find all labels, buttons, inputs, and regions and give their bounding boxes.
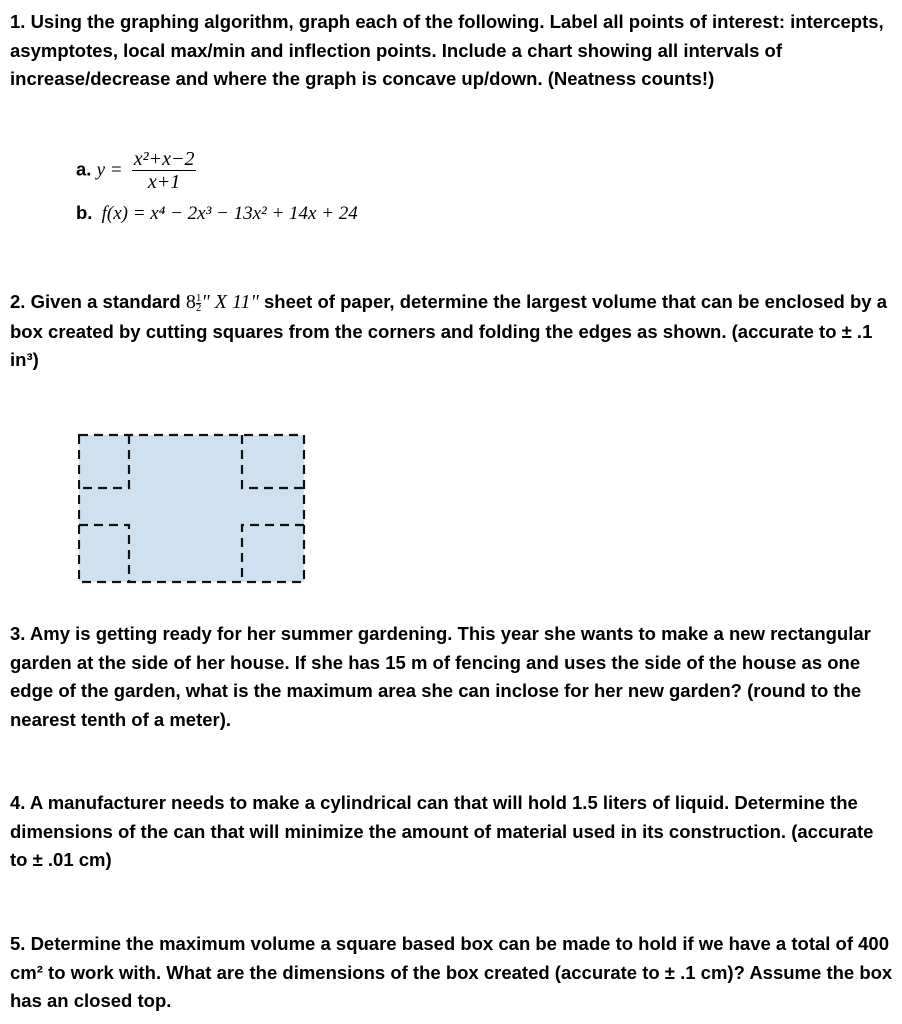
paper-rest: " X 11" <box>201 291 259 313</box>
paper-num: 1 <box>195 292 202 305</box>
box-net-diagram <box>78 430 310 586</box>
part-b-label: b. <box>76 202 93 223</box>
question-2-intro: 2. Given a standard <box>10 291 181 312</box>
question-4-text: 4. A manufacturer needs to make a cylindrical can that will hold 1.5 liters of liquid. Determine the dimensions of the can that will minimize the amount of material used in its construction. (accurate to ± .01 cm) <box>10 792 874 870</box>
part-b-expression: f(x) = x⁴ − 2x³ − 13x² + 14x + 24 <box>101 203 358 224</box>
box-fill <box>79 435 304 582</box>
question-1-text: 1. Using the graphing algorithm, graph each of the following. Label all points of interest: intercepts, asymptotes, local max/min and inflection points. Include a chart showing all intervals of increase/decrease and where the graph is concave up/down. (Neatness counts!) <box>10 11 884 89</box>
question-5-text: 5. Determine the maximum volume a square based box can be made to hold if we have a total of 400 cm² to work with. What are the dimensions of the box created (accurate to ± .1 cm)? Assume the box has an closed top. <box>10 933 893 1011</box>
paper-den: 2 <box>195 302 202 315</box>
question-2-body: sheet of paper, determine the largest volume that can be enclosed by a box created by cutting squares from the corners and folding the edges as shown. (accurate to ± .1 in³) <box>10 291 888 370</box>
part-a-fraction <box>132 148 197 193</box>
paper-size <box>186 288 259 318</box>
question-1a <box>76 148 196 193</box>
paper-whole: 8 <box>185 291 196 313</box>
part-a-numerator: x²+x−2 <box>133 148 195 170</box>
part-a-lhs: y = <box>96 159 123 181</box>
question-3-text: 3. Amy is getting ready for her summer gardening. This year she wants to make a new rectangular garden at the side of her house. If she has 15 m of fencing and uses the side of the house as one edge of the garden, what is the maximum area she can inclose for her new garden? (round to the nearest tenth of a meter). <box>10 623 871 730</box>
part-a-label: a. <box>76 158 92 180</box>
question-2-text <box>10 288 890 375</box>
part-a-denominator: x+1 <box>147 171 181 193</box>
question-1b <box>76 202 358 225</box>
